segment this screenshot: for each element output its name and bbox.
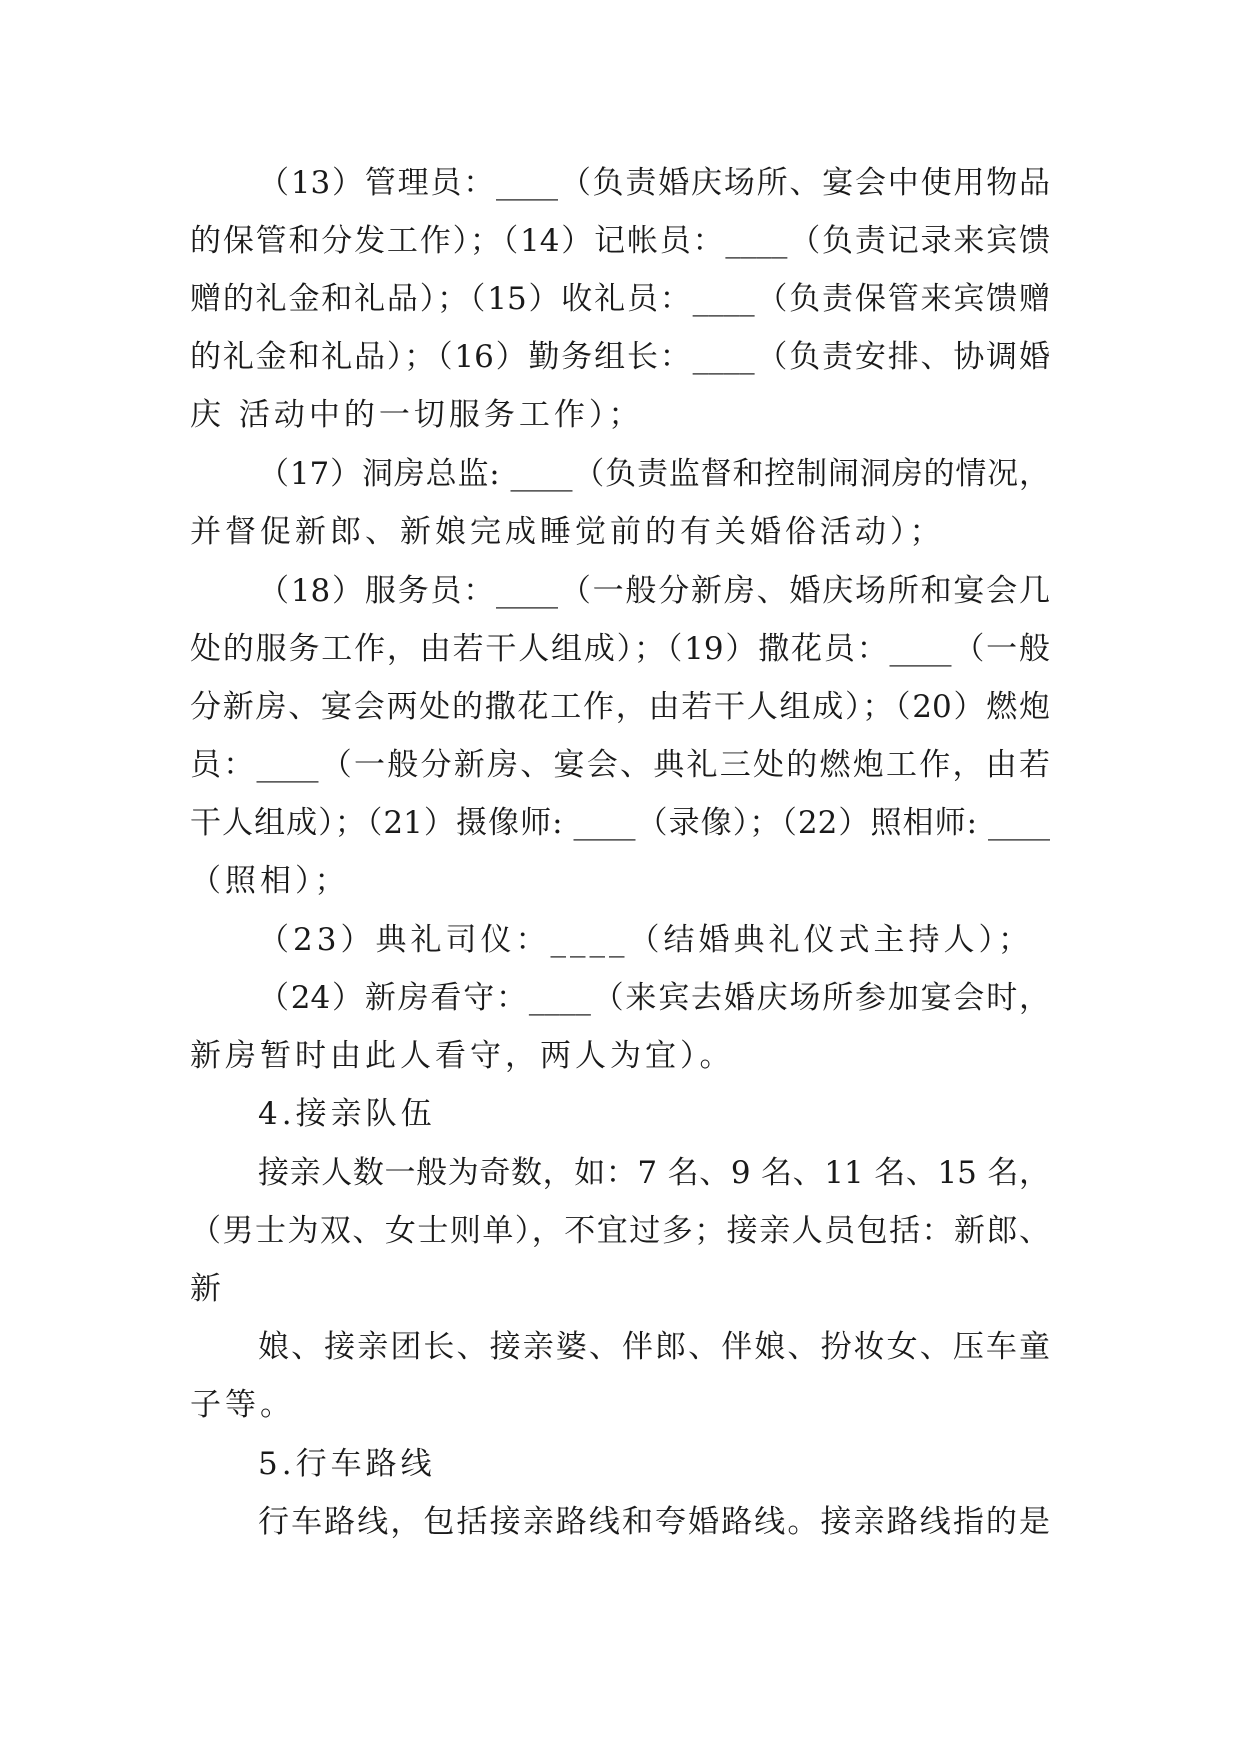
text-line: 行车路线，包括接亲路线和夸婚路线。接亲路线指的是 (258, 1504, 1050, 1540)
section-heading: 5.行车路线 (258, 1446, 436, 1482)
text-line: 干人组成）；（21）摄像师: ____（录像）；（22）照相师: ____ (190, 805, 1050, 841)
text-line: 新 (190, 1271, 225, 1307)
text-line: 的礼金和礼品）；（16）勤务组长：____（负责安排、协调婚 (190, 339, 1050, 375)
text-line: （男士为双、女士则单），不宜过多；接亲人员包括：新郎、 (190, 1213, 1050, 1249)
text-line: 新房暂时由此人看守，两人为宜）。 (190, 1038, 735, 1074)
text-line: 分新房、宴会两处的撒花工作，由若干人组成）；（20）燃炮 (190, 689, 1050, 725)
text-line: 员：____（一般分新房、宴会、典礼三处的燃炮工作，由若 (190, 747, 1050, 783)
text-line: 的保管和分发工作）；（14）记帐员：____（负责记录来宾馈 (190, 223, 1050, 259)
section-heading: 4.接亲队伍 (258, 1096, 436, 1132)
text-line: 处的服务工作，由若干人组成）；（19）撒花员：____（一般 (190, 631, 1050, 667)
text-line: 庆 活动中的一切服务工作）； (190, 397, 644, 433)
text-line: （17）洞房总监: ____（负责监督和控制闹洞房的情况， (258, 456, 1050, 492)
text-line: （照相）； (190, 863, 350, 899)
text-line: （24）新房看守：____（来宾去婚庆场所参加宴会时， (258, 980, 1050, 1016)
text-line: （13）管理员：____（负责婚庆场所、宴会中使用物品 (258, 165, 1050, 201)
text-line: （18）服务员：____（一般分新房、婚庆场所和宴会几 (258, 573, 1050, 609)
text-line: 子等。 (190, 1387, 295, 1423)
text-line: 娘、接亲团长、接亲婆、伴郎、伴娘、扮妆女、压车童 (258, 1329, 1050, 1365)
text-line: 并督促新郎、新娘完成睡觉前的有关婚俗活动）； (190, 514, 945, 550)
text-line: （23）典礼司仪：____（结婚典礼仪式主持人）； (258, 922, 1033, 958)
text-line: 接亲人数一般为奇数，如：7 名、9 名、11 名、15 名， (258, 1155, 1050, 1191)
text-line: 赠的礼金和礼品）；（15）收礼员：____（负责保管来宾馈赠 (190, 281, 1050, 317)
